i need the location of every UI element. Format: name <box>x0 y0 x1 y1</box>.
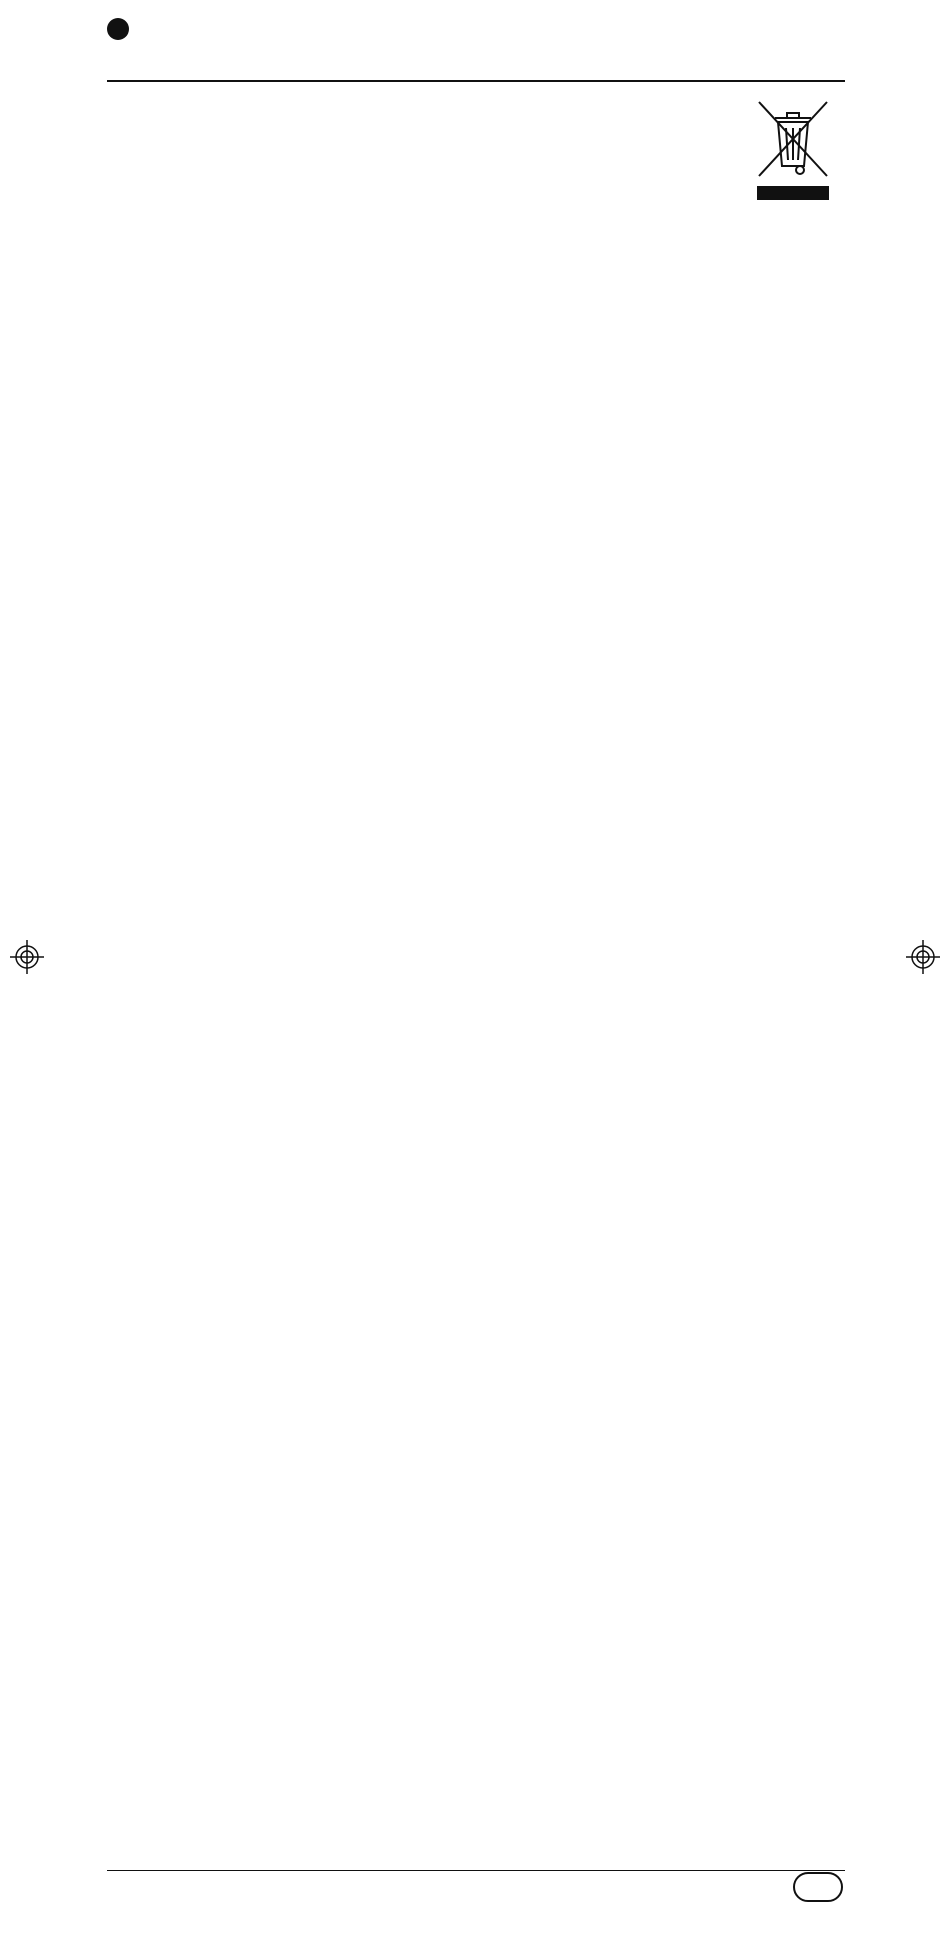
title-rule <box>107 80 845 82</box>
number-badge <box>107 18 129 40</box>
registration-mark-icon <box>10 940 44 974</box>
lcd-heading <box>107 14 845 54</box>
footer-rule <box>107 1870 845 1871</box>
weee-crossed-bin-icon <box>753 96 833 204</box>
country-badge <box>793 1872 843 1902</box>
manual-page <box>107 0 845 112</box>
lcd-section <box>107 14 845 54</box>
registration-mark-icon <box>906 940 940 974</box>
